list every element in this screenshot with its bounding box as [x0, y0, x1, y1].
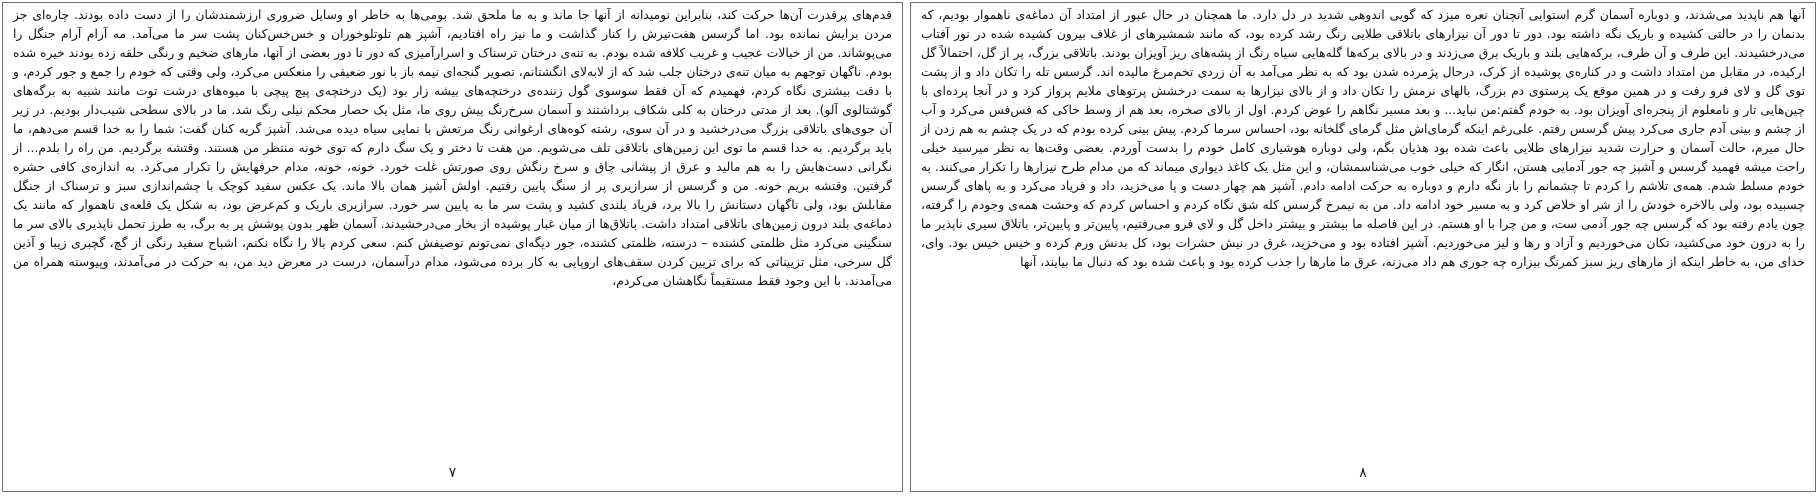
page-right [910, 2, 1816, 492]
page-gutter [903, 2, 910, 492]
page-number: ۸ [1359, 465, 1367, 481]
page-left [2, 2, 903, 492]
page-body-text: آنها هم ناپدید می‌شدند، و دوباره آسمان گرم استوایی آنچنان نعره میزد که گویی اندوهی شدید در دل دارد. ما همچنان در حال عبور از امتداد آن دماغه‌ی ناهموار بودیم، که بدنمان را در حالتی کشیده و باریک نگه داشته بود. دور تا دور آن نیزارهای باتلاقی طلایی رنگ رشد کرده بود، که مانند شمشیرهای از غلاف بیرون کشیده شده در نور آفتاب می‌درخشیدند. این طرف و آن طرف، برکه‌هایی بلند و باریک برق می‌زدند و در بالای برکه‌ها گله‌هایی سیاه رنگ از پشه‌های ریز آویزان بودند. باتلاقی بزرگ، پر از گل، احتمالاً گل ارکیده، در مقابل من امتداد داشت و در کناره‌ی پوشیده از کرک، درحال پژمرده شدن بود که به نظر می‌آمد به آن زردی تخم‌مرغ مالیده اند. گرسس تله را تکان داد و از پشت توی گل و لای فرو رفت و در همین موقع یک پرستوی دم بزرگ، بالهای نرمش را تکان داد و از بالای نیزارها به سمت درخشش پرتوهای ملایم پرواز کرد و در آنجا پرده‌ای با چین‌هایی تار و نامعلوم از پنجره‌ای آویزان بود. به خودم گفتم:من نباید... و بعد مسیر نگاهم را عوض کردم. اول از بالای صخره، بعد هم از وسط خاکی که فس‌فس می‌کرد و آب از چشم و بینی آدم جاری می‌کرد پیش گرسس رفتم. علی‌رغم اینکه گرمای‌اش مثل گرمای گلخانه بود، احساس سرما کردم. پیش بینی کرده بودم که در یک چشم به هم زدن از حال میرم، حالت آسمان و حرارت شدید نیزارهای طلایی باعث شده بود هذیان بگم، ولی دوباره هوشیاری کامل خودم را بدست آوردم. بعضی وقت‌ها به نظر میرسید خیلی راحت میشه فهمید گرسس و آشپز چه جور آدمایی هستن، انگار که خیلی خوب می‌شناسمشان، و این مثل یک کاغذ دیواری میماند که من مدام طرح نیزارها را تکرار می‌کنند. به خودم مسلط شدم. همه‌ی تلاشم را کردم تا چشمانم را باز نگه دارم و دوباره به حرکت ادامه دادم. آشپز هم چهار دست و پا می‌خزید، داد و فریاد می‌کرد و به پاهای گرسس چسبیده بود، ولی بالاخره خودش را از شر او خلاص کرد و به مسیر خود ادامه داد. من به نیمرخ گرسس کله شق نگاه کردم و احساس کردم که وحشت همه‌ی وجودم را گرفته، چون یادم رفته بود که گرسس چه جور آدمی ست، و من چرا با او هستم. در این فاصله ما بیشتر و بیشتر داخل گل و لای فرو می‌رفتیم، پایین‌تر و پایین‌تر، باتلاق سیری ناپذیر ما را به درون خود می‌کشید، تکان می‌خوردیم و آزاد و رها و لیز می‌خوردیم. آشپز افتاده بود و می‌خزید، غرق در نیش حشرات بود، کل بدنش ورم کرده و خیس خیس بود. وای، خدای من، به خاطر اینکه از مارهای ریز سبز کمرنگ بیزاره چه جوری هم داد می‌زنه، عرق ما مارها را جذب کرده بود و باعث شده بود که دنبال ما بیایند، آنها [921, 8, 1805, 269]
page-number: ۷ [448, 465, 457, 481]
page-body-text: قدم‌های پرقدرت آن‌ها حرکت کند، بنابراین نومیدانه از آنها جا ماند و به ما ملحق شد. بومی‌ها به خاطر او وسایل ضروری ارزشمندشان را از دست داده بودند. چاره‌ای جز مردن برایش نمانده بود. اما گرسس هفت‌تیرش را کنار گذاشت و ما نیز راه افتادیم، آشپز هم تلوتلوخوران و خس‌خس‌کنان پشت سر ما می‌آمد. مه آرام آرام جنگل را می‌پوشاند. من از خیالات عجیب و غریب کلافه شده بودم. به تنه‌ی درختان ترسناک و اسرارآمیزی که دور تا دور بعضی از آنها، مارهای ضخیم و رنگی حلقه زده بودند خیره شده بودم. ناگهان توجهم به میان تنه‌ی درختان جلب شد که از لابه‌لای انگشتانم، تصویر گنجه‌ای نیمه باز با نور ضعیفی را منعکس می‌کرد، ولی وقتی که خودم را جمع و جور کردم، و با دقت بیشتری نگاه کردم، فهمیدم که آن فقط سوسوی گول زننده‌ی درختچه‌های بیشه زار بود (یک درختچه‌ی پیچ پیچی با میوه‌های درشت توت مانند شبیه به برگه‌های گوشتالوی آلو). بعد از مدتی درختان به کلی شکاف برداشتند و آسمان سرخ‌رنگ پیش روی ما، مثل یک حصار محکم نیلی رنگ شد. ما در بالای سطحی شیب‌دار بودیم. در زیر آن جوی‌های باتلاقی بزرگ می‌درخشید و در آن سوی، رشته کوه‌های ارغوانی رنگ مرتعش با نمایی سیاه دیده می‌شد. آشپز گریه کنان گفت: شما را به خدا قسم می‌دهم، ما باید برگردیم. به خدا قسم ما توی این زمین‌های باتلاقی تلف می‌شویم. من هفت تا دختر و یک سگ دارم که توی خونه منتظر من هستند. وقتشه برگردیم. من راه را بلدم... از نگرانی دست‌هایش را به هم مالید و عرق از پیشانی چاق و سرخ رنگش روی صورتش غلت خورد. خونه، خونه، مدام حرفهایش را تکرار می‌کرد. به اندازه‌ی کافی حشره گرفتین. وقتشه بریم خونه. من و گرسس از سرازیری پر از سنگ پایین رفتیم. اولش آشپز همان بالا ماند. یک عکس سفید کوچک با چشم‌اندازی سبز و ترسناک از جنگل مقابلش بود، ولی ناگهان دستانش را بالا برد، فریاد بلندی کشید و پشت سر ما به پایین سر خورد. سرازیری باریک و کم‌عرض بود، به شکل یک قلعه‌ی ناهموار که مانند یک دماغه‌ی بلند درون زمین‌های باتلاقی امتداد داشت. باتلاق‌ها از میان غبار پوشیده از بخار می‌درخشیدند. آسمان ظهر بدون پوشش پر به برگ، به طرز تحمل ناپذیری بالای سر ما سنگینی می‌کرد مثل ظلمتی کشنده – درسته، ظلمتی کشنده، جور دیگه‌ای نمی‌تونم توصیفش کنم. سعی کردم بالا را نگاه نکنم، اشباح سفید رنگی از گچ، گچبری زیبا و آذین گل سرخی، مثل تزیيناتی که برای تزیین کردن سقف‌های اروپایی به کار برده می‌شود، مدام درآسمان، درست در معرض دید من، به حرکت در می‌آمدند، وپیوسته همراه من می‌آمدند. با این وجود فقط مستقیماً نگاهشان می‌کردم، [13, 8, 892, 288]
